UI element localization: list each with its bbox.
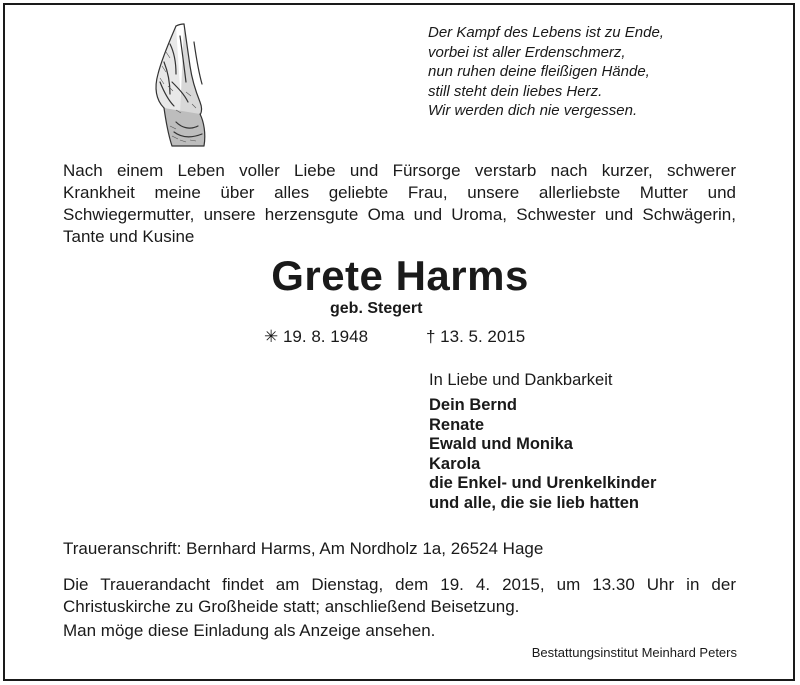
mourners-list <box>429 396 656 514</box>
intro-line: Nach einem Leben voller Liebe und Fürsorge verstarb nach kurzer, schwerer <box>63 161 736 180</box>
intro-line: Tante und Kusine <box>63 227 195 246</box>
intro-line: Krankheit meine über alles geliebte Frau, unsere allerliebste Mutter und <box>63 183 736 202</box>
mourner-name: Renate <box>429 415 485 434</box>
birth-date: ✳ 19. 8. 1948 <box>264 327 369 346</box>
mourning-address: Traueranschrift: Bernhard Harms, Am Nordholz 1a, 26524 Hage <box>63 539 544 558</box>
mourner-name: die Enkel- und Urenkelkinder <box>429 474 657 493</box>
mourner-name: Dein Bernd <box>429 396 518 414</box>
death-date: † 13. 5. 2015 <box>426 327 526 346</box>
service-line: Die Trauerandacht findet am Dienstag, dem 19. 4. 2015, um 13.30 Uhr in der <box>63 575 736 594</box>
invitation-note: Man möge diese Einladung als Anzeige ansehen. <box>63 621 436 640</box>
poem-line: still steht dein liebes Herz. <box>428 82 603 100</box>
birth-name: geb. Stegert <box>330 300 423 317</box>
poem-line: Der Kampf des Lebens ist zu Ende, <box>428 24 664 41</box>
mourners-intro: In Liebe und Dankbarkeit <box>429 371 613 389</box>
mourner-name: Karola <box>429 454 481 473</box>
mourner-name: und alle, die sie lieb hatten <box>429 493 639 512</box>
service-info <box>63 574 736 618</box>
poem-line: Wir werden dich nie vergessen. <box>428 102 638 119</box>
poem <box>428 23 664 121</box>
praying-hands-icon <box>146 22 228 150</box>
undertaker-name: Bestattungsinstitut Meinhard Peters <box>531 645 737 660</box>
mourner-name: Ewald und Monika <box>429 435 573 454</box>
poem-line: vorbei ist aller Erdenschmerz, <box>428 43 626 61</box>
poem-line: nun ruhen deine fleißigen Hände, <box>428 63 650 80</box>
deceased-name: Grete Harms <box>271 252 529 299</box>
service-line: Christuskirche zu Großheide statt; anschließend Beisetzung. <box>63 597 520 616</box>
intro-text <box>63 160 736 248</box>
intro-line: Schwiegermutter, unsere herzensgute Oma und Uroma, Schwester und Schwägerin, <box>63 205 736 224</box>
